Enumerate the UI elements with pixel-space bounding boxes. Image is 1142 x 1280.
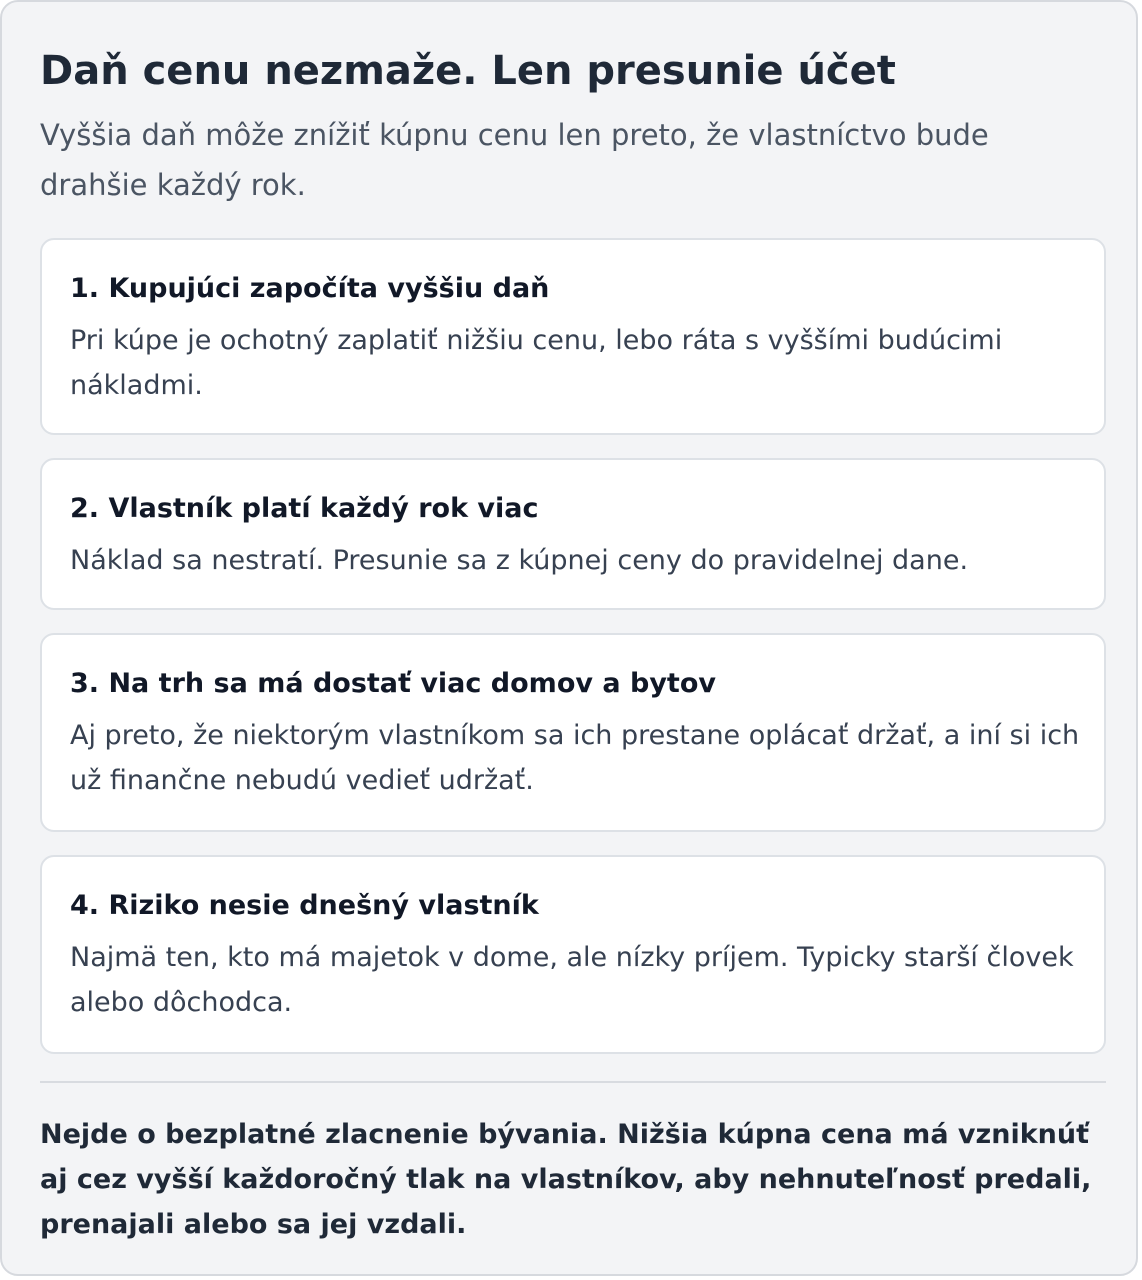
page-subtitle: Vyššia daň môže znížiť kúpnu cenu len preto, že vlastníctvo bude drahšie každý rok. — [40, 118, 989, 202]
step-title: 1. Kupujúci započíta vyššiu daň — [70, 273, 550, 304]
summary-note: Nejde o bezplatné zlacnenie bývania. Nižšia kúpna cena má vzniknúť aj cez vyšší každoročný tlak na vlastníkov, aby nehnuteľnosť predali, prenajali alebo sa jej vzdali. — [40, 1119, 1092, 1240]
divider — [40, 1081, 1106, 1083]
step-title: 4. Riziko nesie dnešný vlastník — [70, 890, 539, 921]
step-card-3 — [40, 633, 1106, 832]
step-description: Aj preto, že niektorým vlastníkom sa ich prestane oplácať držať, a iní si ich už finančne nebudú vedieť udržať. — [70, 720, 1080, 796]
step-title: 3. Na trh sa má dostať viac domov a bytov — [70, 668, 716, 699]
step-card-2 — [40, 458, 1106, 610]
step-card-1 — [40, 238, 1106, 435]
page-title: Daň cenu nezmaže. Len presunie účet — [40, 48, 896, 94]
step-card-4 — [40, 855, 1106, 1054]
step-description: Najmä ten, kto má majetok v dome, ale nízky príjem. Typicky starší človek alebo dôchodca. — [70, 942, 1074, 1018]
step-title: 2. Vlastník platí každý rok viac — [70, 493, 539, 524]
step-description: Pri kúpe je ochotný zaplatiť nižšiu cenu, lebo ráta s vyššími budúcimi nákladmi. — [70, 325, 1003, 401]
step-description: Náklad sa nestratí. Presunie sa z kúpnej ceny do pravidelnej dane. — [70, 545, 969, 576]
